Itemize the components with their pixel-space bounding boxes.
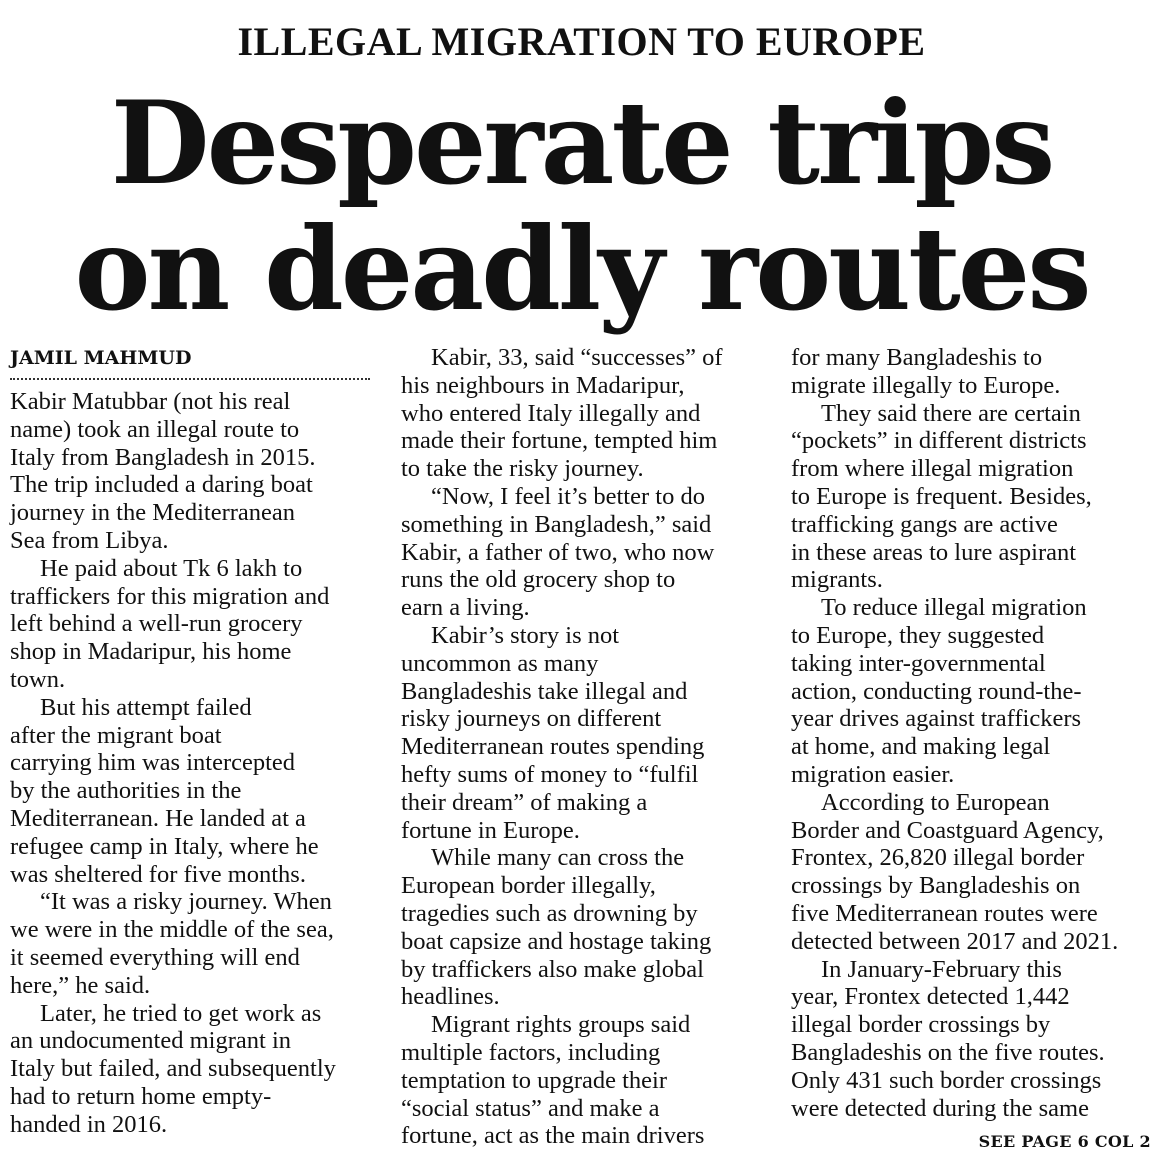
body-line: for many Bangladeshis to xyxy=(791,344,1043,371)
body-line: “Now, I feel it’s better to do xyxy=(431,482,705,510)
body-line: Kabir, a father of two, who now xyxy=(401,538,715,566)
body-line: Mediterranean routes spending xyxy=(401,733,705,761)
continuation-note: SEE PAGE 6 COL 2 xyxy=(978,1132,1151,1151)
body-line: risky journeys on different xyxy=(401,705,662,733)
body-line: name) took an illegal route to xyxy=(10,415,300,443)
body-line: to Europe, they suggested xyxy=(791,621,1045,649)
body-line: Later, he tried to get work as xyxy=(40,999,322,1027)
body-line: something in Bangladesh,” said xyxy=(401,510,712,538)
body-line: Sea from Libya. xyxy=(10,526,169,554)
body-line: In January-February this xyxy=(821,955,1062,983)
body-line: shop in Madaripur, his home xyxy=(10,638,292,666)
body-line: Migrant rights groups said xyxy=(431,1011,691,1039)
body-line: hefty sums of money to “fulfil xyxy=(401,760,699,788)
body-line: was sheltered for five months. xyxy=(10,860,306,888)
body-line: uncommon as many xyxy=(401,649,599,677)
body-line: action, conducting round-the- xyxy=(791,677,1082,705)
body-line: by the authorities in the xyxy=(10,777,242,805)
body-line: handed in 2016. xyxy=(10,1110,168,1138)
body-line: “social status” and make a xyxy=(401,1094,660,1122)
body-line: in these areas to lure aspirant xyxy=(791,538,1077,566)
body-line: traffickers for this migration and xyxy=(10,582,330,610)
body-line: migration easier. xyxy=(791,760,955,788)
body-line: Bangladeshis take illegal and xyxy=(401,677,688,705)
body-line: at home, and making legal xyxy=(791,733,1051,761)
body-line: five Mediterranean routes were xyxy=(791,899,1098,927)
body-line: Kabir Matubbar (not his real xyxy=(10,388,291,415)
body-line: They said there are certain xyxy=(821,399,1081,427)
body-line: multiple factors, including xyxy=(401,1038,661,1066)
body-line: after the migrant boat xyxy=(10,721,222,749)
column-2 xyxy=(401,344,769,1150)
body-line: boat capsize and hostage taking xyxy=(401,927,712,955)
body-line: temptation to upgrade their xyxy=(401,1066,668,1094)
body-line: had to return home empty- xyxy=(10,1082,272,1110)
body-line: year, Frontex detected 1,442 xyxy=(791,983,1070,1011)
body-line: carrying him was intercepted xyxy=(10,749,296,777)
body-line: migrants. xyxy=(791,566,883,594)
body-line: illegal border crossings by xyxy=(791,1011,1051,1039)
body-line: The trip included a daring boat xyxy=(10,471,313,499)
body-line: taking inter-governmental xyxy=(791,649,1046,677)
body-line: He paid about Tk 6 lakh to xyxy=(40,554,303,582)
body-line: to take the risky journey. xyxy=(401,455,644,483)
article-kicker: ILLEGAL MIGRATION TO EUROPE xyxy=(237,19,926,64)
body-line: “pockets” in different districts xyxy=(791,427,1087,455)
body-line: Mediterranean. He landed at a xyxy=(10,804,306,832)
body-line: it seemed everything will end xyxy=(10,943,300,971)
article-headline xyxy=(0,76,1163,336)
body-line: headlines. xyxy=(401,983,500,1011)
body-line: But his attempt failed xyxy=(40,693,252,721)
body-line: Border and Coastguard Agency, xyxy=(791,816,1104,844)
body-line: fortune, act as the main drivers xyxy=(401,1122,705,1150)
body-line: crossings by Bangladeshis on xyxy=(791,872,1081,900)
body-line: Bangladeshis on the five routes. xyxy=(791,1038,1105,1066)
body-line: Italy but failed, and subsequently xyxy=(10,1055,336,1083)
headline-line-1: Desperate trips xyxy=(110,76,1053,210)
body-line: his neighbours in Madaripur, xyxy=(401,371,685,399)
body-line: Kabir, 33, said “successes” of xyxy=(431,344,723,371)
column-1 xyxy=(10,344,378,1139)
byline: JAMIL MAHMUD xyxy=(10,344,370,380)
body-line: According to European xyxy=(821,788,1050,816)
body-line: here,” he said. xyxy=(10,971,151,999)
body-line: trafficking gangs are active xyxy=(791,510,1058,538)
body-line: made their fortune, tempted him xyxy=(401,427,718,455)
body-line: year drives against traffickers xyxy=(791,705,1082,733)
body-line: “It was a risky journey. When xyxy=(40,888,332,916)
body-line: detected between 2017 and 2021. xyxy=(791,927,1119,955)
body-line: runs the old grocery shop to xyxy=(401,566,676,594)
body-line: fortune in Europe. xyxy=(401,816,580,844)
body-line: journey in the Mediterranean xyxy=(10,499,296,527)
body-line: to Europe is frequent. Besides, xyxy=(791,482,1092,510)
body-line: were detected during the same xyxy=(791,1094,1089,1122)
body-line: To reduce illegal migration xyxy=(821,594,1087,622)
body-line: tragedies such as drowning by xyxy=(401,899,698,927)
body-line: Only 431 such border crossings xyxy=(791,1066,1102,1094)
body-line: their dream” of making a xyxy=(401,788,648,816)
body-line: migrate illegally to Europe. xyxy=(791,371,1061,399)
headline-line-2: on deadly routes xyxy=(74,202,1089,336)
body-line: refugee camp in Italy, where he xyxy=(10,832,319,860)
body-line: Frontex, 26,820 illegal border xyxy=(791,844,1085,872)
body-line: from where illegal migration xyxy=(791,455,1074,483)
body-line: While many can cross the xyxy=(431,844,685,872)
body-line: town. xyxy=(10,665,66,693)
body-line: earn a living. xyxy=(401,594,530,622)
body-line: who entered Italy illegally and xyxy=(401,399,701,427)
body-line: Italy from Bangladesh in 2015. xyxy=(10,443,316,471)
body-line: by traffickers also make global xyxy=(401,955,704,983)
column-3 xyxy=(791,344,1156,1122)
body-line: we were in the middle of the sea, xyxy=(10,916,334,944)
body-line: European border illegally, xyxy=(401,872,656,900)
body-line: left behind a well-run grocery xyxy=(10,610,303,638)
body-line: Kabir’s story is not xyxy=(431,621,620,649)
body-line: an undocumented migrant in xyxy=(10,1027,291,1055)
